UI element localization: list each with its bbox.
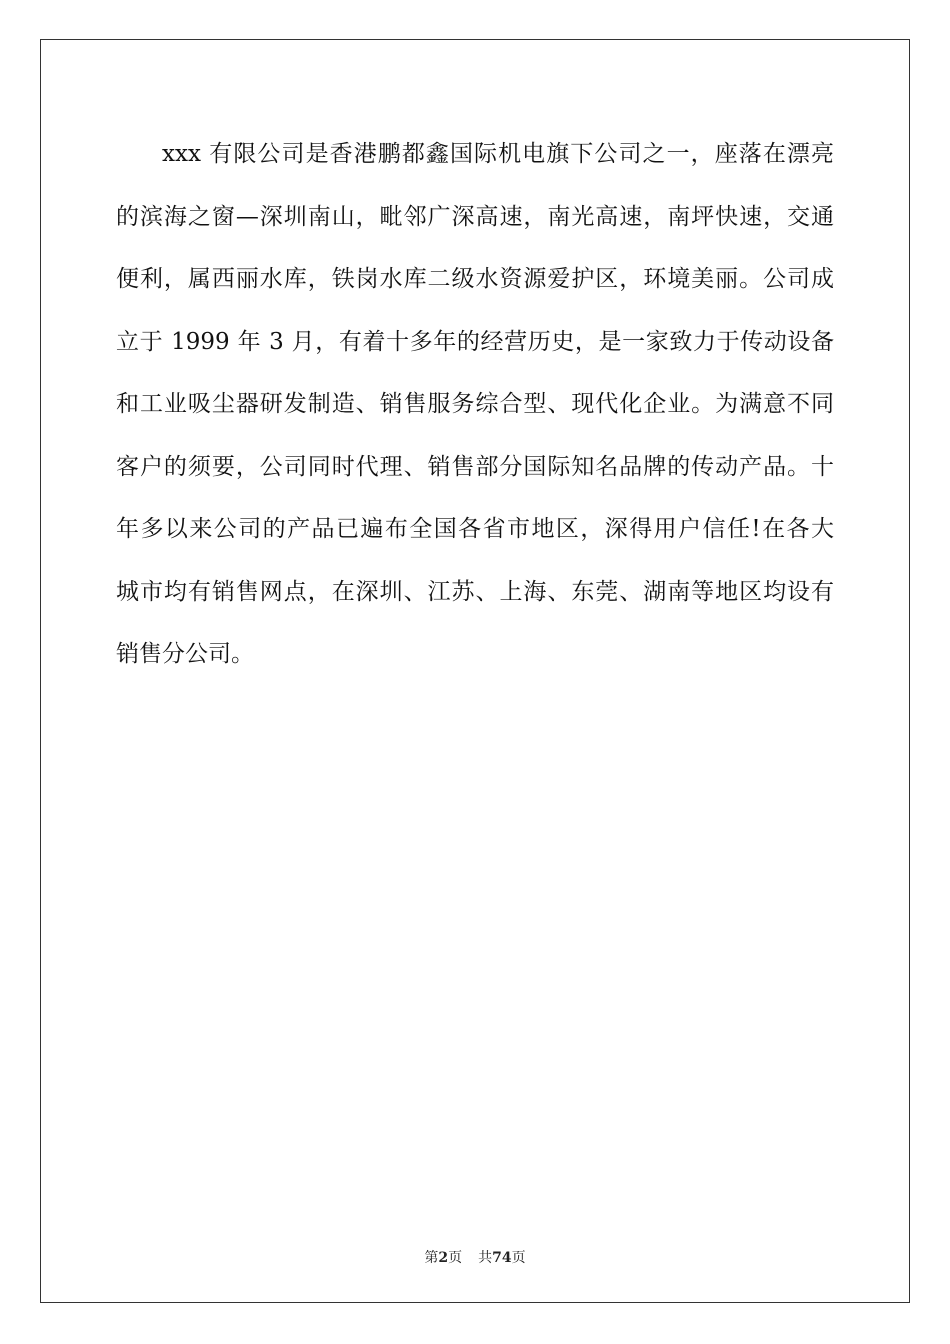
page-suffix: 页 (448, 1250, 463, 1266)
paragraph-line: 城市均有销售网点，在深圳、江苏、上海、东莞、湖南等地区均设有 (116, 578, 834, 605)
page-prefix: 第 (424, 1250, 439, 1266)
total-pages: 74 (492, 1250, 512, 1266)
paragraph-line: 客户的须要，公司同时代理、销售部分国际知名品牌的传动产品。十 (116, 453, 834, 480)
paragraph-line: xxx 有限公司是香港鹏都鑫国际机电旗下公司之一，座落在漂亮 (162, 141, 834, 167)
page-number: 2 (438, 1250, 449, 1266)
paragraph-line: 和工业吸尘器研发制造、销售服务综合型、现代化企业。为满意不同 (116, 391, 834, 417)
paragraph-line: 立于 1999 年 3 月，有着十多年的经营历史，是一家致力于传动设备 (116, 328, 834, 355)
paragraph-line: 便利，属西丽水库，铁岗水库二级水资源爱护区，环境美丽。公司成 (116, 266, 834, 292)
paragraph-line: 年多以来公司的产品已遍布全国各省市地区，深得用户信任!在各大 (116, 516, 834, 542)
paragraph-line: 销售分公司。 (116, 641, 254, 667)
paragraph-line: 的滨海之窗—深圳南山，毗邻广深高速，南光高速，南坪快速，交通 (116, 203, 834, 230)
total-prefix: 共 (478, 1250, 493, 1266)
body-paragraph (116, 123, 834, 686)
page-footer (0, 1247, 950, 1267)
total-suffix: 页 (511, 1250, 526, 1266)
